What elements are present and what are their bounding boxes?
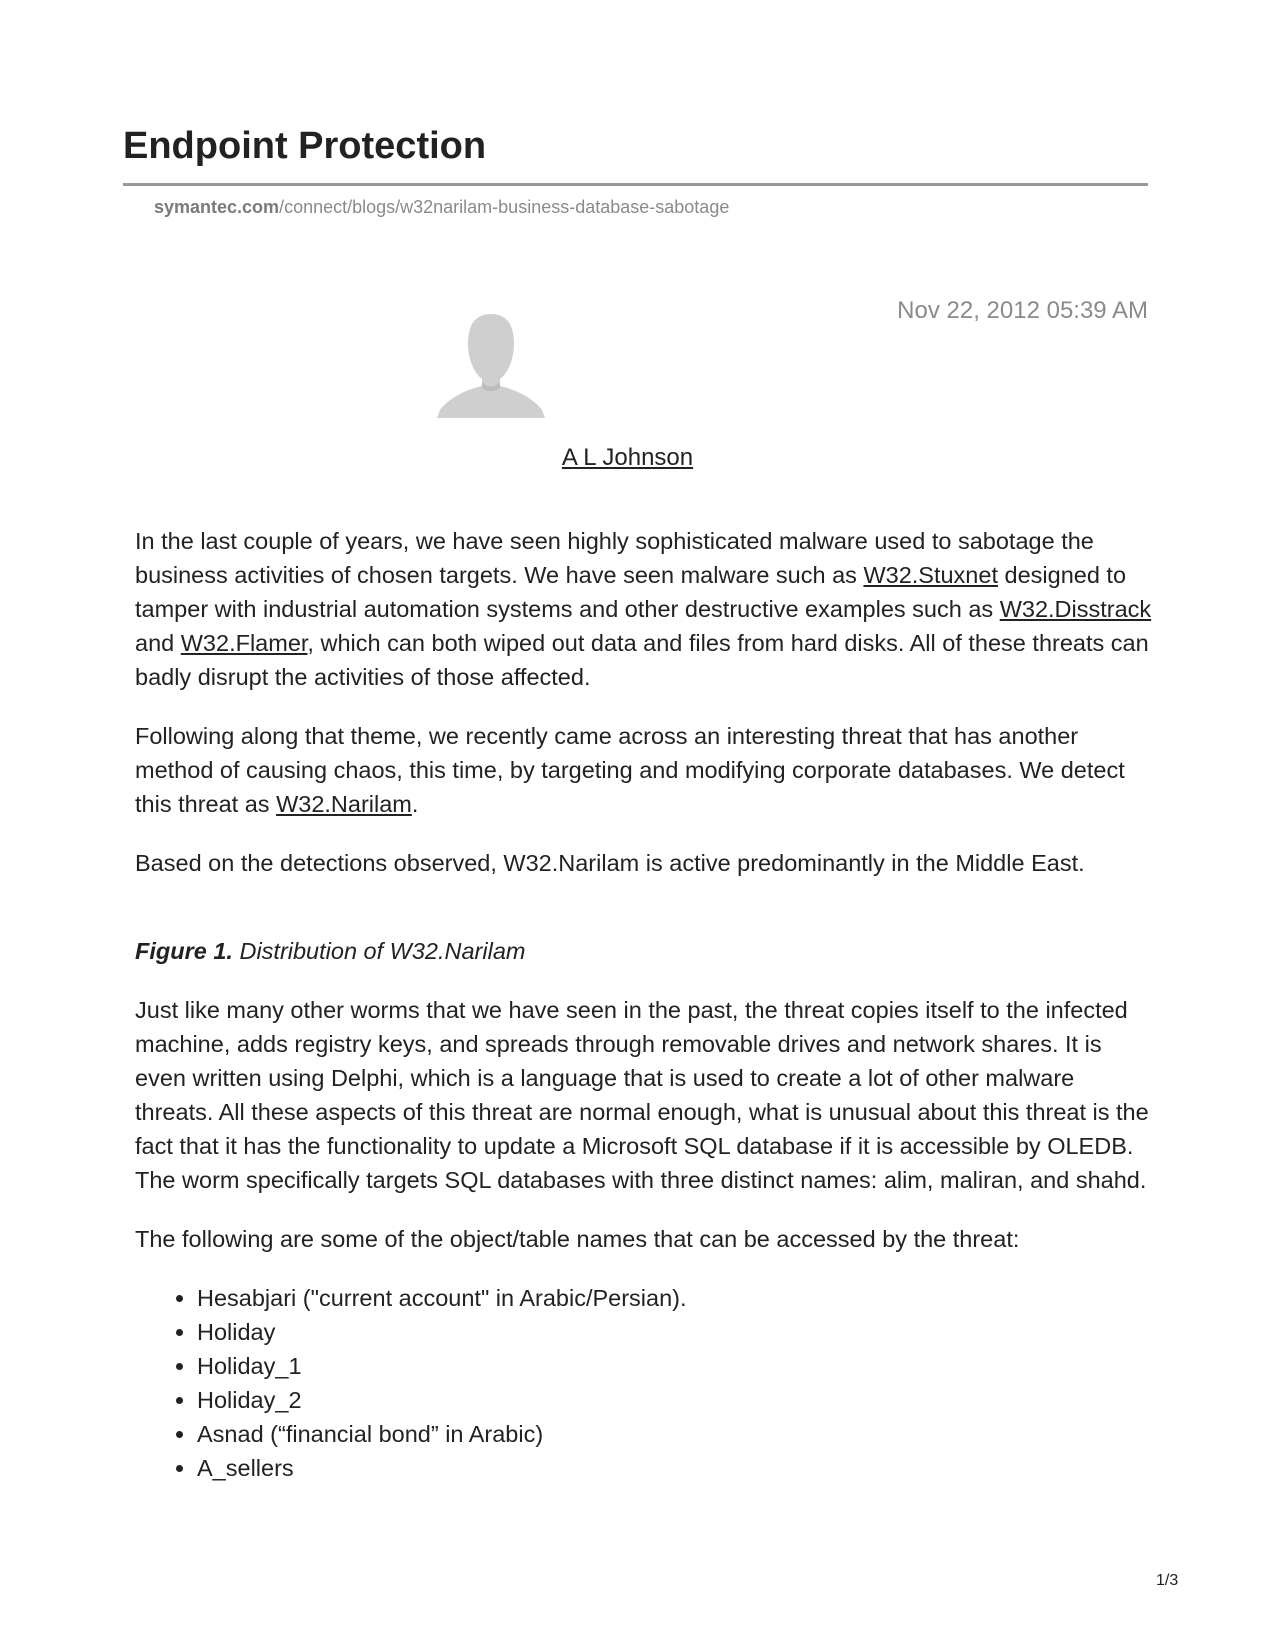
- post-date: Nov 22, 2012 05:39 AM: [897, 297, 1148, 324]
- list-item: • Holiday_1: [197, 1349, 1155, 1383]
- author-name: [0, 444, 1255, 472]
- list-item: • Holiday: [197, 1315, 1155, 1349]
- article-paragraph-1: In the last couple of years, we have seen highly sophisticated malware used to sabotage the business activities of chosen targets. We have seen malware such as W32.Stuxnet designed to tamper with industrial automation systems and other destructive examples such as W32.Disstrack and W32.Flamer, which can both wiped out data and files from hard disks. All of these threats can badly disrupt the activities of those affected.: [135, 528, 1152, 690]
- link-w32-flamer[interactable]: W32.Flamer: [180, 630, 308, 656]
- default-user-icon: [437, 312, 545, 420]
- link-w32-narilam[interactable]: W32.Narilam: [276, 791, 412, 817]
- author-link[interactable]: A L Johnson: [561, 444, 694, 471]
- title-divider: [123, 183, 1148, 186]
- source-url: [154, 196, 729, 218]
- list-item: • Asnad (“financial bond” in Arabic): [197, 1417, 1155, 1451]
- site-title: Endpoint Protection: [123, 125, 487, 167]
- list-item: • Hesabjari ("current account" in Arabic/Persian).: [197, 1281, 1155, 1315]
- figure-label: Figure 1.: [135, 938, 233, 964]
- source-url-path: /connect/blogs/w32narilam-business-database-sabotage: [279, 197, 730, 217]
- figure-caption: [135, 934, 1155, 968]
- article-body: [135, 524, 1155, 1485]
- article-paragraph-2: Following along that theme, we recently came across an interesting threat that has another method of causing chaos, this time, by targeting and modifying corporate databases. We detect this threat as W32.Narilam.: [135, 723, 1125, 817]
- author-avatar-icon: [437, 312, 545, 420]
- list-item: • Holiday_2: [197, 1383, 1155, 1417]
- list-item: • A_sellers: [197, 1451, 1155, 1485]
- source-url-domain: symantec.com: [154, 197, 280, 217]
- article-paragraph-5: The following are some of the object/table names that can be accessed by the threat:: [135, 1226, 1020, 1252]
- page-number: 1/3: [1156, 1572, 1179, 1589]
- link-w32-disstrack[interactable]: W32.Disstrack: [999, 596, 1152, 622]
- link-w32-stuxnet[interactable]: W32.Stuxnet: [863, 562, 998, 588]
- article-paragraph-4: Just like many other worms that we have seen in the past, the threat copies itself to the infected machine, adds registry keys, and spreads through removable drives and network shares. It is even written using Delphi, which is a language that is used to create a lot of other malware threats. All these aspects of this threat are normal enough, what is unusual about this threat is the fact that it has the functionality to update a Microsoft SQL database if it is accessible by OLEDB. The worm specifically targets SQL databases with three distinct names: alim, maliran, and shahd.: [135, 997, 1149, 1193]
- article-paragraph-3: Based on the detections observed, W32.Narilam is active predominantly in the Middle East.: [135, 850, 1085, 876]
- figure-caption-text: Distribution of W32.Narilam: [232, 938, 526, 964]
- table-names-list: [135, 1281, 1155, 1485]
